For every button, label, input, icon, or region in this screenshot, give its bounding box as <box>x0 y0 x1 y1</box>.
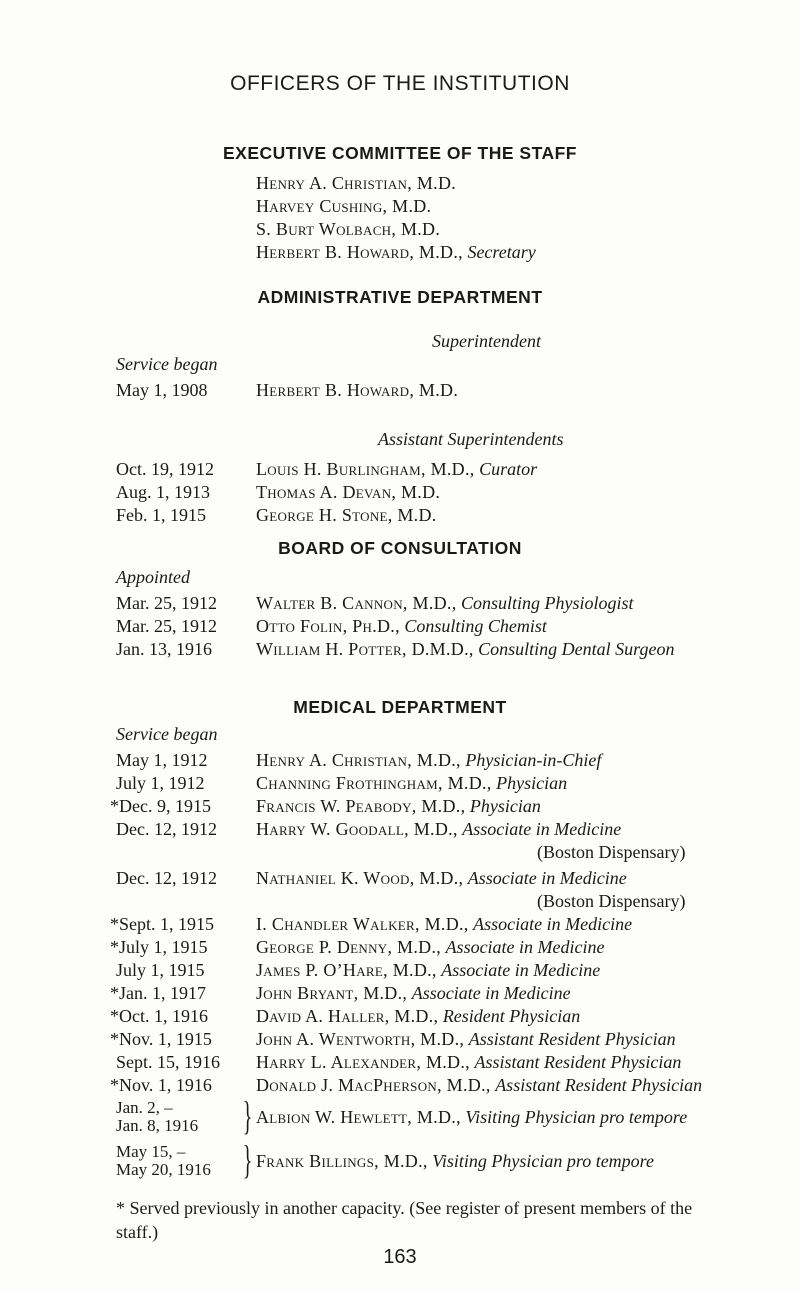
service-date: July 1, 1912 <box>116 773 205 793</box>
executive-heading: EXECUTIVE COMMITTEE OF THE STAFF <box>222 143 577 163</box>
appointed-date: Mar. 25, 1912 <box>116 593 217 613</box>
staff-note: (Boston Dispensary) <box>537 891 686 911</box>
service-date: *Dec. 9, 1915 <box>110 796 211 816</box>
administrative-heading: ADMINISTRATIVE DEPARTMENT <box>257 287 543 307</box>
appointed-date: Jan. 13, 1916 <box>116 639 212 659</box>
service-date: Feb. 1, 1915 <box>116 505 206 525</box>
staff-name: George P. Denny, M.D., Associate in Medicine <box>256 937 605 957</box>
staff-name: Francis W. Peabody, M.D., Physician <box>256 796 541 816</box>
service-date: *Sept. 1, 1915 <box>110 914 215 934</box>
service-date: *Nov. 1, 1915 <box>110 1029 212 1049</box>
superintendent-label: Superintendent <box>432 331 541 351</box>
service-date: *Jan. 1, 1917 <box>110 983 206 1003</box>
staff-name: Nathaniel K. Wood, M.D., Associate in Medicine <box>256 868 627 888</box>
staff-name: David A. Haller, M.D., Resident Physician <box>256 1006 581 1026</box>
consultant-name: William H. Potter, D.M.D., Consulting Dental Surgeon <box>256 639 675 659</box>
medical-heading: MEDICAL DEPARTMENT <box>293 697 507 717</box>
service-date: May 1, 1908 <box>116 380 208 400</box>
visit-date-from: Jan. 2, – <box>116 1098 173 1117</box>
assistant-name: Thomas A. Devan, M.D. <box>256 482 441 502</box>
brace-icon: } <box>242 1093 253 1138</box>
consultant-name: Otto Folin, Ph.D., Consulting Chemist <box>256 616 547 636</box>
visit-date-to: Jan. 8, 1916 <box>116 1116 199 1135</box>
visiting-name: Frank Billings, M.D., Visiting Physician pro tempore <box>256 1151 655 1171</box>
executive-member: Henry A. Christian, M.D. <box>256 173 457 193</box>
staff-name: Donald J. MacPherson, M.D., Assistant Resident Physician <box>256 1075 703 1095</box>
assistant-name: George H. Stone, M.D. <box>256 505 437 525</box>
brace-icon: } <box>242 1137 253 1182</box>
service-date: Oct. 19, 1912 <box>116 459 214 479</box>
superintendent-name: Herbert B. Howard, M.D. <box>256 380 459 400</box>
service-date: *Oct. 1, 1916 <box>110 1006 208 1026</box>
consultation-heading: BOARD OF CONSULTATION <box>278 538 522 558</box>
service-date: Sept. 15, 1916 <box>116 1052 221 1072</box>
assistants-label: Assistant Superintendents <box>378 429 564 449</box>
staff-name: Harry L. Alexander, M.D., Assistant Resident Physician <box>256 1052 682 1072</box>
staff-name: James P. O’Hare, M.D., Associate in Medicine <box>256 960 601 980</box>
executive-member: S. Burt Wolbach, M.D. <box>256 219 441 239</box>
assistant-name: Louis H. Burlingham, M.D., Curator <box>256 459 538 479</box>
footnote: * Served previously in another capacity. (See register of present members of the staff.) <box>116 1198 693 1242</box>
service-date: *Nov. 1, 1916 <box>110 1075 212 1095</box>
service-date: July 1, 1915 <box>116 960 205 980</box>
appointed-date: Mar. 25, 1912 <box>116 616 217 636</box>
staff-name: John A. Wentworth, M.D., Assistant Resident Physician <box>256 1029 676 1049</box>
page-title: OFFICERS OF THE INSTITUTION <box>230 72 570 95</box>
service-began-label: Service began <box>116 354 218 374</box>
visit-date-to: May 20, 1916 <box>116 1160 211 1179</box>
staff-name: Harry W. Goodall, M.D., Associate in Medicine <box>256 819 622 839</box>
staff-name: Channing Frothingham, M.D., Physician <box>256 773 568 793</box>
executive-member: Herbert B. Howard, M.D., Secretary <box>256 242 536 262</box>
appointed-label: Appointed <box>116 567 190 587</box>
service-date: Dec. 12, 1912 <box>116 868 217 888</box>
staff-name: John Bryant, M.D., Associate in Medicine <box>256 983 571 1003</box>
visiting-name: Albion W. Hewlett, M.D., Visiting Physician pro tempore <box>256 1107 688 1127</box>
visit-date-from: May 15, – <box>116 1142 186 1161</box>
service-began-label: Service began <box>116 724 218 744</box>
page-number: 163 <box>383 1246 417 1268</box>
service-date: Dec. 12, 1912 <box>116 819 217 839</box>
staff-name: I. Chandler Walker, M.D., Associate in Medicine <box>256 914 633 934</box>
staff-note: (Boston Dispensary) <box>537 842 686 862</box>
consultant-name: Walter B. Cannon, M.D., Consulting Physiologist <box>256 593 634 613</box>
service-date: Aug. 1, 1913 <box>116 482 210 502</box>
service-date: May 1, 1912 <box>116 750 208 770</box>
service-date: *July 1, 1915 <box>110 937 208 957</box>
staff-name: Henry A. Christian, M.D., Physician-in-Chief <box>256 750 602 770</box>
executive-member: Harvey Cushing, M.D. <box>256 196 432 216</box>
